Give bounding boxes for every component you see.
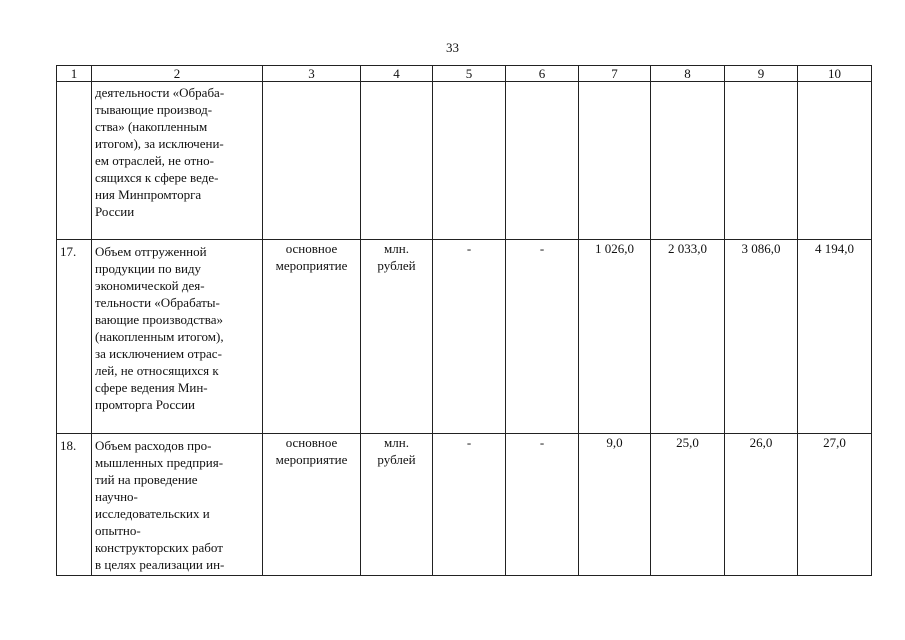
value-col5: - (433, 434, 506, 576)
description-line: тий на проведение (95, 472, 198, 487)
table-row (57, 240, 872, 434)
value-col6: - (506, 434, 579, 576)
description-line: России (95, 204, 135, 219)
description-line: ства» (накопленным (95, 119, 208, 134)
description-line: продукции по виду (95, 261, 202, 276)
description-line: экономической дея- (95, 278, 205, 293)
indicator-type (263, 240, 361, 434)
row-number: 18. (57, 434, 92, 576)
unit (361, 82, 433, 240)
indicator-description (92, 434, 263, 576)
unit-line: млн. (384, 435, 409, 450)
description-line: (накопленным итогом), (95, 329, 224, 344)
value-col10 (798, 82, 872, 240)
type-line: мероприятие (275, 452, 348, 467)
value-col8: 25,0 (651, 434, 725, 576)
page-number: 33 (446, 40, 459, 55)
description-line: опытно- (95, 523, 141, 538)
description-line: сящихся к сфере веде- (95, 170, 219, 185)
value-col10: 27,0 (798, 434, 872, 576)
value-col9: 3 086,0 (725, 240, 798, 434)
description-line: сфере ведения Мин- (95, 380, 208, 395)
col-header: 10 (798, 66, 872, 82)
type-line: мероприятие (275, 258, 348, 273)
value-col6: - (506, 240, 579, 434)
table-row (57, 82, 872, 240)
value-col9 (725, 82, 798, 240)
type-line: основное (285, 435, 338, 450)
description-line: научно- (95, 489, 138, 504)
description-line: ния Минпромторга (95, 187, 202, 202)
description-line: промторга России (95, 397, 195, 412)
col-header: 5 (433, 66, 506, 82)
description-line: в целях реализации ин- (95, 557, 225, 572)
table-row (57, 434, 872, 576)
indicators-table (56, 65, 872, 576)
value-col8: 2 033,0 (651, 240, 725, 434)
value-col6 (506, 82, 579, 240)
description-line: итогом), за исключени- (95, 136, 224, 151)
description-line: тывающие производ- (95, 102, 213, 117)
unit-line: рублей (377, 258, 416, 273)
unit-line: рублей (377, 452, 416, 467)
col-header: 9 (725, 66, 798, 82)
header-row (57, 66, 872, 82)
unit (361, 434, 433, 576)
col-header: 7 (579, 66, 651, 82)
value-col9: 26,0 (725, 434, 798, 576)
row-number: 17. (57, 240, 92, 434)
description-line: ем отраслей, не отно- (95, 153, 214, 168)
indicator-type (263, 434, 361, 576)
col-header: 6 (506, 66, 579, 82)
col-header: 3 (263, 66, 361, 82)
unit-line: млн. (384, 241, 409, 256)
row-number (57, 82, 92, 240)
col-header: 2 (92, 66, 263, 82)
indicator-description (92, 240, 263, 434)
value-col5 (433, 82, 506, 240)
value-col8 (651, 82, 725, 240)
description-line: Объем отгруженной (95, 244, 207, 259)
col-header: 1 (57, 66, 92, 82)
description-line: Объем расходов про- (95, 438, 212, 453)
type-line: основное (285, 241, 338, 256)
value-col7 (579, 82, 651, 240)
description-line: лей, не относящихся к (95, 363, 219, 378)
description-line: вающие производства» (95, 312, 223, 327)
value-col7: 9,0 (579, 434, 651, 576)
description-line: мышленных предприя- (95, 455, 224, 470)
description-line: исследовательских и (95, 506, 210, 521)
description-line: за исключением отрас- (95, 346, 222, 361)
col-header: 8 (651, 66, 725, 82)
description-line: тельности «Обрабаты- (95, 295, 220, 310)
indicator-description (92, 82, 263, 240)
value-col7: 1 026,0 (579, 240, 651, 434)
unit (361, 240, 433, 434)
description-line: деятельности «Обраба- (95, 85, 225, 100)
indicator-type (263, 82, 361, 240)
col-header: 4 (361, 66, 433, 82)
description-line: конструкторских работ (95, 540, 223, 555)
value-col5: - (433, 240, 506, 434)
value-col10: 4 194,0 (798, 240, 872, 434)
